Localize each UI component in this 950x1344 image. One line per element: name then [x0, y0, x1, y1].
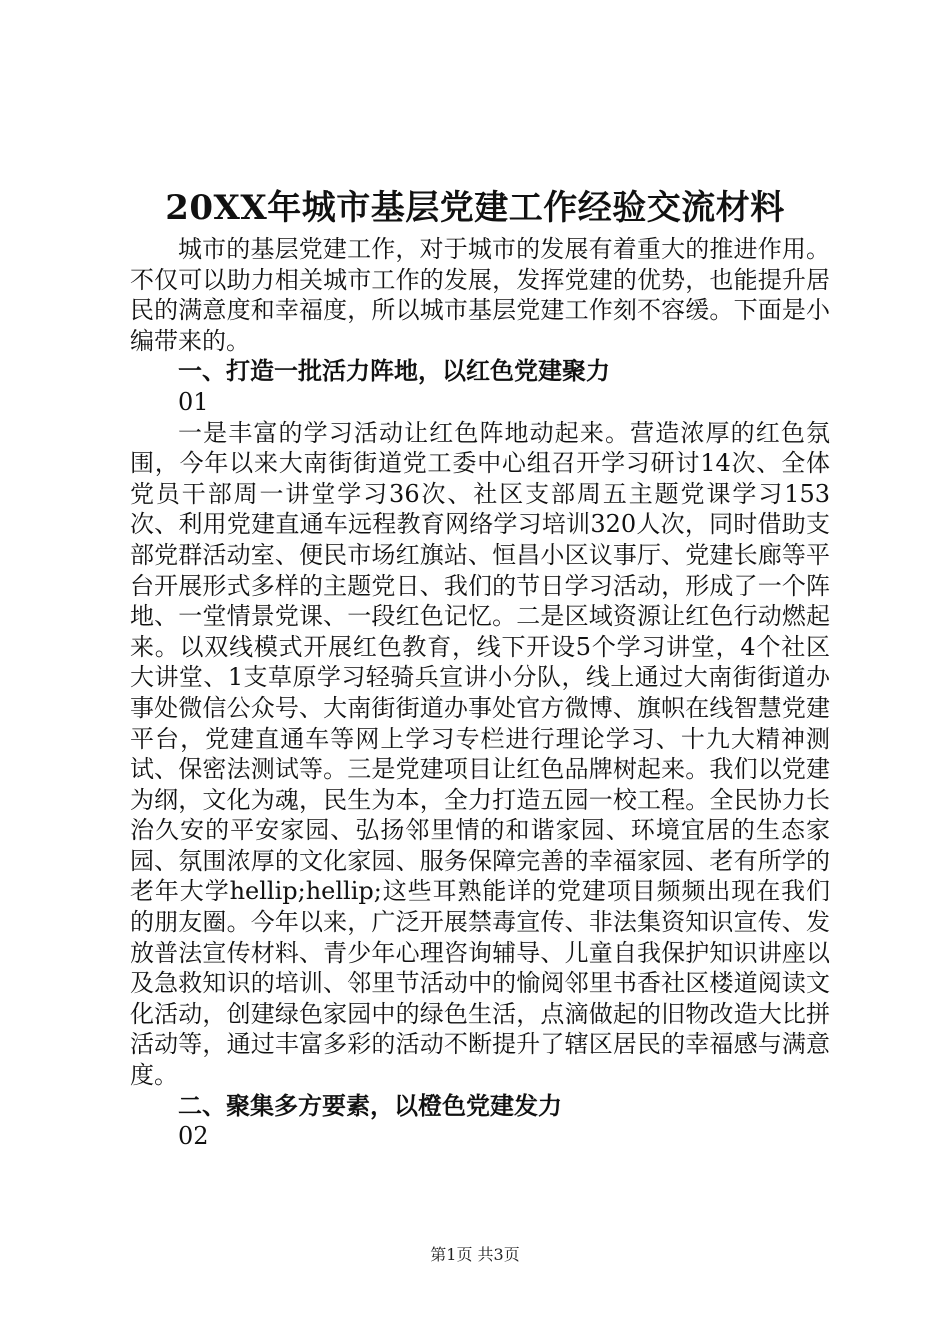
document-title: 20XX年城市基层党建工作经验交流材料: [165, 188, 785, 228]
intro-paragraph: 城市的基层党建工作，对于城市的发展有着重大的推进作用。不仅可以助力相关城市工作的发展，发挥党建的优势，也能提升居民的满意度和幸福度，所以城市基层党建工作刻不容缓。下面是小编带来的。: [130, 235, 830, 355]
section-1-heading: 一、打造一批活力阵地，以红色党建聚力: [178, 356, 610, 386]
section-1-number: 01: [178, 387, 209, 416]
section-1-paragraph: 一是丰富的学习活动让红色阵地动起来。营造浓厚的红色氛围，今年以来大南街街道党工委中心组召开学习研讨14次、全体党员干部周一讲堂学习36次、社区支部周五主题党课学习153次、利用党建直通车远程教育网络学习培训320人次，同时借助支部党群活动室、便民市场红旗站、恒昌小区议事厅、党建长廊等平台开展形式多样的主题党日、我们的节日学习活动，形成了一个阵地、一堂情景党课、一段红色记忆。二是区域资源让红色行动燃起来。以双线模式开展红色教育，线下开设5个学习讲堂，4个社区大讲堂、1支草原学习轻骑兵宣讲小分队，线上通过大南街街道办事处微信公众号、大南街街道办事处官方微博、旗帜在线智慧党建平台，党建直通车等网上学习专栏进行理论学习、十九大精神测试、保密法测试等。三是党建项目让红色品牌树起来。我们以党建为纲，文化为魂，民生为本，全力打造五园一校工程。全民协力长治久安的平安家园、弘扬邻里情的和谐家园、环境宜居的生态家园、氛围浓厚的文化家园、服务保障完善的幸福家园、老有所学的老年大学hellip;hellip;这些耳熟能详的党建项目频频出现在我们的朋友圈。今年以来，广泛开展禁毒宣传、非法集资知识宣传、发放普法宣传材料、青少年心理咨询辅导、儿童自我保护知识讲座以及急救知识的培训、邻里节活动中的愉阅邻里书香社区楼道阅读文化活动，创建绿色家园中的绿色生活，点滴做起的旧物改造大比拼活动等，通过丰富多彩的活动不断提升了辖区居民的幸福感与满意度。: [130, 418, 830, 1090]
section-2-number: 02: [178, 1122, 209, 1151]
section-2-heading: 二、聚集多方要素，以橙色党建发力: [178, 1090, 562, 1120]
page-footer: 第1页 共3页: [430, 1245, 520, 1264]
document-body: [130, 234, 830, 1152]
